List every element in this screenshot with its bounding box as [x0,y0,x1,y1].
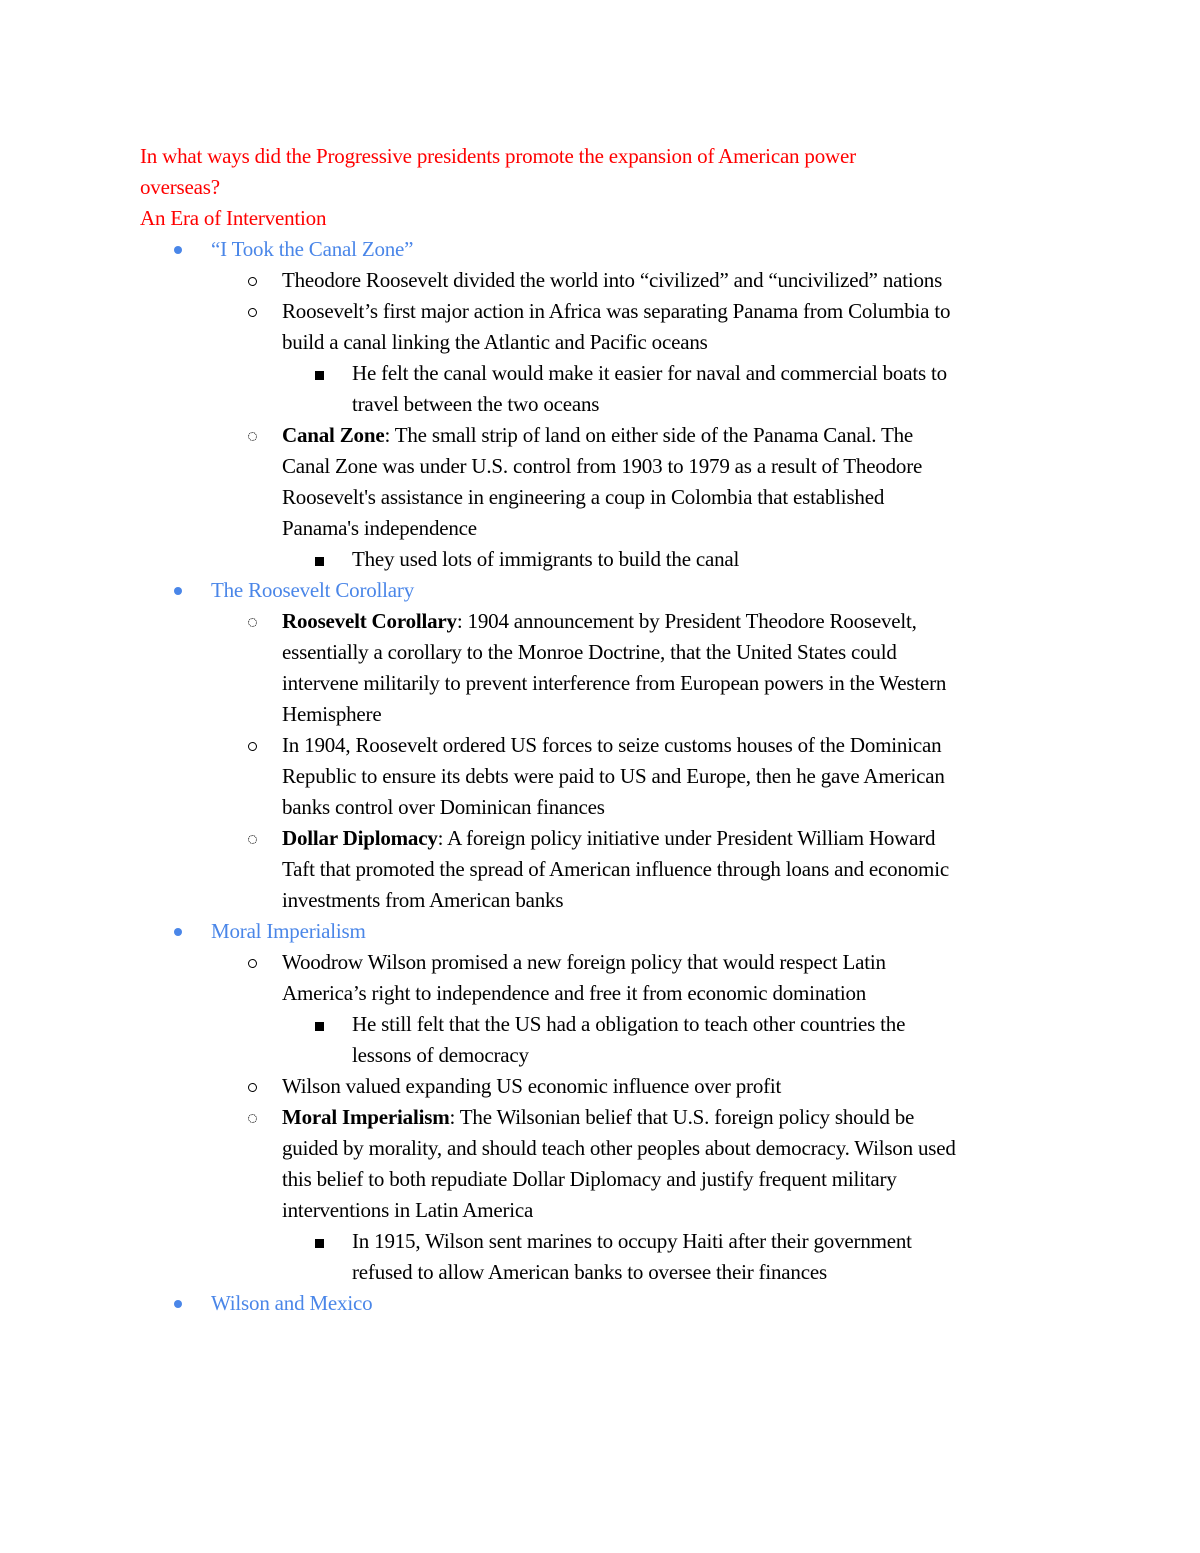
list-item: Wilson valued expanding US economic influence over profit [282,1071,1080,1102]
sub-list-item: He still felt that the US had a obligation to teach other countries the [352,1009,1080,1040]
bullet-heading-mexico: Wilson and Mexico [211,1288,1080,1319]
list-item: Roosevelt’s first major action in Africa was separating Panama from Columbia to [282,296,1080,327]
sub-list-item-cont: lessons of democracy [352,1043,529,1067]
list-item: Woodrow Wilson promised a new foreign policy that would respect Latin [282,947,1080,978]
guiding-question: In what ways did the Progressive presidents promote the expansion of American power [140,144,856,168]
list-item-cont: build a canal linking the Atlantic and Pacific oceans [282,330,708,354]
guiding-question-cont: overseas? [140,175,220,199]
definition-item: Dollar Diplomacy: A foreign policy initiative under President William Howard [282,823,1080,854]
definition-item: Moral Imperialism: The Wilsonian belief that U.S. foreign policy should be [282,1102,1080,1133]
definition-cont: interventions in Latin America [282,1198,534,1222]
term: Dollar Diplomacy [282,826,438,850]
section-title: An Era of Intervention [140,206,327,230]
list-item-cont: Republic to ensure its debts were paid to US and Europe, then he gave American [282,764,945,788]
definition-cont: intervene militarily to prevent interference from European powers in the Western [282,671,947,695]
list-item-cont: America’s right to independence and free it from economic domination [282,981,867,1005]
list-item-cont: banks control over Dominican finances [282,795,605,819]
definition-cont: Hemisphere [282,702,382,726]
definition-item: Canal Zone: The small strip of land on either side of the Panama Canal. The [282,420,1080,451]
bullet-heading-canal: “I Took the Canal Zone” [211,234,1080,265]
term: Moral Imperialism [282,1105,450,1129]
sub-list-item-cont: travel between the two oceans [352,392,600,416]
sub-list-item: He felt the canal would make it easier for naval and commercial boats to [352,358,1080,389]
bullet-heading-corollary: The Roosevelt Corollary [211,575,1080,606]
definition-cont: Roosevelt's assistance in engineering a coup in Colombia that established [282,485,885,509]
definition-cont: Panama's independence [282,516,477,540]
term: Canal Zone [282,423,385,447]
sub-list-item: They used lots of immigrants to build the canal [352,544,1080,575]
definition-cont: Taft that promoted the spread of American influence through loans and economic [282,857,949,881]
definition-cont: Canal Zone was under U.S. control from 1903 to 1979 as a result of Theodore [282,454,923,478]
definition-cont: guided by morality, and should teach other peoples about democracy. Wilson used [282,1136,956,1160]
list-item: In 1904, Roosevelt ordered US forces to seize customs houses of the Dominican [282,730,1080,761]
definition-item: Roosevelt Corollary: 1904 announcement by President Theodore Roosevelt, [282,606,1080,637]
sub-list-item-cont: refused to allow American banks to oversee their finances [352,1260,827,1284]
list-item: Theodore Roosevelt divided the world into “civilized” and “uncivilized” nations [282,265,1080,296]
definition-cont: this belief to both repudiate Dollar Diplomacy and justify frequent military [282,1167,897,1191]
notes-body [140,141,1080,1319]
bullet-heading-moral: Moral Imperialism [211,916,1080,947]
sub-list-item: In 1915, Wilson sent marines to occupy Haiti after their government [352,1226,1080,1257]
definition-cont: essentially a corollary to the Monroe Doctrine, that the United States could [282,640,897,664]
term: Roosevelt Corollary [282,609,457,633]
definition-cont: investments from American banks [282,888,564,912]
